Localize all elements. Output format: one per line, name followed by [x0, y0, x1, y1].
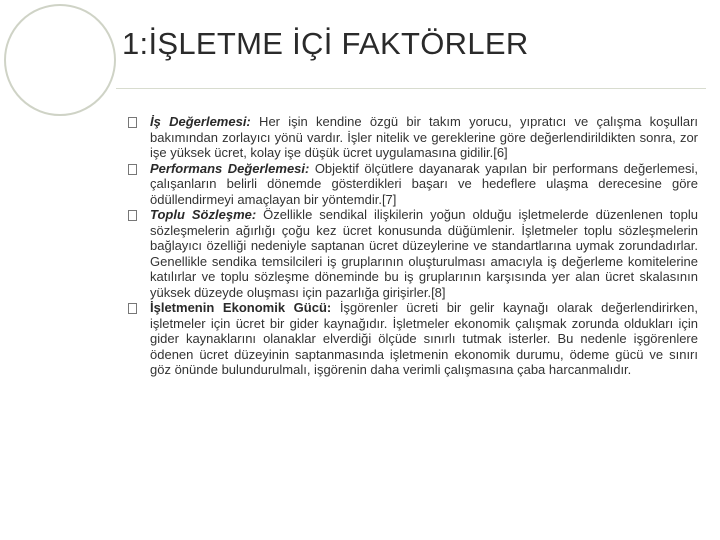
- bullet-item-performans-degerlemesi: [128, 161, 698, 208]
- bullet-term: İşletmenin Ekonomik Gücü:: [150, 300, 332, 315]
- bullet-list: [128, 114, 698, 378]
- bullet-term: İş Değerlemesi:: [150, 114, 251, 129]
- bullet-text: [150, 114, 698, 161]
- bullet-box-icon: [128, 210, 137, 221]
- bullet-item-is-degerlemesi: [128, 114, 698, 161]
- bullet-text: [150, 207, 698, 300]
- bullet-text: [150, 161, 698, 208]
- bullet-body: Her işin kendine özgü bir takım yorucu, yıpratıcı ve çalışma koşulları bakımından zorlayıcı yönü vardır. İşler nitelik ve gereklerine göre değerlendirildikten sonra, zor işe yüksek ücret, kolay işe düşük ücret uygulamasına gidilir.[6]: [150, 114, 699, 160]
- bullet-box-icon: [128, 303, 137, 314]
- bullet-box-icon: [128, 117, 137, 128]
- bullet-term: Performans Değerlemesi:: [150, 160, 310, 176]
- bullet-body: Özellikle sendikal ilişkilerin yoğun olduğu işletmelerde düzenlenen toplu sözleşmelerin ağırlığı çoğu kez ücret konusunda düğümlenir. İşletmeler toplu sözleşmelerin bağlayıcı özelliği nedeniyle saptanan ücret düzeylerine ve standartlarına uymak zorundadırlar. Genellikle sendika temsilcileri iş gruplarının oluşturulması amacıyla iş değerleme komitelerine katılırlar ve toplu sözleşme döneminde bu iş gruplarının karşısında yer alan ücret skalasının yüksek düzeyde oluşması için pazarlığa girişirler.[8]: [150, 207, 698, 300]
- slide-title: 1:İŞLETME İÇİ FAKTÖRLER: [122, 26, 529, 61]
- decorative-circle: [4, 4, 116, 116]
- bullet-term: Toplu Sözleşme:: [150, 207, 257, 222]
- bullet-text: [150, 300, 698, 378]
- bullet-box-icon: [128, 164, 137, 175]
- bullet-body: İşgörenler ücreti bir gelir kaynağı olarak değerlendirirken, işletmeler için ücret bir gider kaynağıdır. İşletmeler ekonomik çalışmak zorunda oldukları için gider kaynaklarını olanaklar elverdiği ölçüde sınırlı tutmak isterler. Bu nedenle işgörenlere ödenen ücret düzeyinin saptanmasında işletmenin ekonomik durumu, ödeme gücü ve sınırı göz önünde bulundurulmalı, işgörenin daha verimli çalışmasına çaba harcanmalıdır.: [150, 300, 698, 377]
- bullet-item-toplu-sozlesme: [128, 207, 698, 300]
- title-divider: [116, 88, 706, 89]
- bullet-item-ekonomik-guc: [128, 300, 698, 378]
- bullet-body: Objektif ölçütlere dayanarak yapılan bir performans değerlemesi, çalışanların belirli dönemde gösterdikleri başarı ve hedeflere ulaşma derecesine göre ödüllendirmeyi amaçlayan bir yöntemdir.[7]: [150, 160, 698, 207]
